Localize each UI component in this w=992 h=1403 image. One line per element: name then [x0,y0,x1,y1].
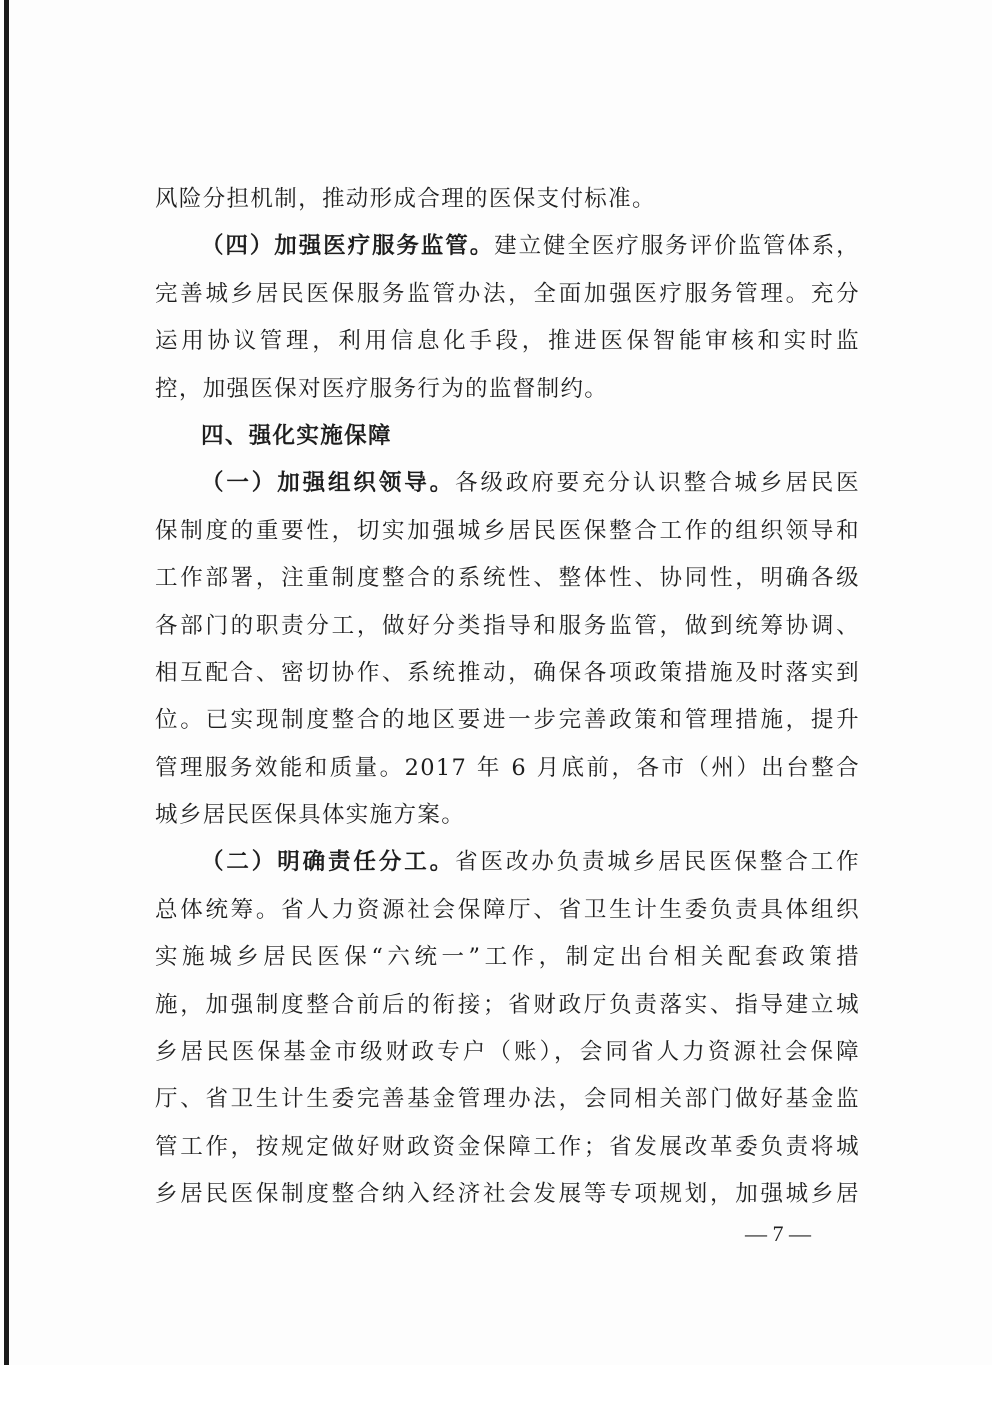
paragraph-line [155,223,860,270]
section-heading-line [155,413,860,460]
paragraph-line [155,745,860,792]
section-heading: 四、强化实施保障 [201,422,392,449]
line-text: 施，加强制度整合前后的衔接；省财政厅负责落实、指导建立城 [155,991,860,1018]
scan-left-edge [4,0,9,1380]
line-text: 完善城乡居民医保服务监管办法，全面加强医疗服务管理。充分 [155,280,860,307]
paragraph-line [155,460,860,507]
body-text [155,176,860,1219]
paragraph-line [155,555,860,602]
paragraph-line [155,603,860,650]
paragraph-line [155,839,860,886]
line-text: 省医改办负责城乡居民医保整合工作 [455,849,860,876]
paragraph-line [155,887,860,934]
line-text: 乡居民医保制度整合纳入经济社会发展等专项规划，加强城乡居 [155,1181,860,1208]
line-text: 建立健全医疗服务评价监管体系， [494,233,860,260]
line-text: 乡居民医保基金市级财政专户（账），会同省人力资源社会保障 [155,1039,860,1066]
line-text: 工作部署，注重制度整合的系统性、整体性、协同性，明确各级 [155,565,860,592]
line-text: 各级政府要充分认识整合城乡居民医 [455,470,860,497]
paragraph-line [155,792,860,839]
paragraph-line [155,176,860,223]
line-text: 各部门的职责分工，做好分类指导和服务监管，做到统筹协调、 [155,612,860,639]
line-text: 城乡居民医保具体实施方案。 [155,802,466,829]
line-text: 相互配合、密切协作、系统推动，确保各项政策措施及时落实到 [155,659,860,686]
paragraph-line [155,650,860,697]
paragraph-line [155,1171,860,1218]
line-text: 实施城乡居民医保“六统一”工作，制定出台相关配套政策措 [155,944,860,971]
line-text: 风险分担机制，推动形成合理的医保支付标准。 [155,186,656,212]
line-text: 厅、省卫生计生委完善基金管理办法，会同相关部门做好基金监 [155,1086,860,1113]
scan-bottom-margin [0,1365,992,1403]
line-text: 管理服务效能和质量。2017 年 6 月底前，各市（州）出台整合 [155,754,860,781]
line-text: 位。已实现制度整合的地区要进一步完善政策和管理措施，提升 [155,707,860,734]
section-lead: （二）明确责任分工。 [201,849,456,876]
line-text: 控，加强医保对医疗服务行为的监督制约。 [155,375,609,402]
line-text: 运用协议管理，利用信息化手段，推进医保智能审核和实时监 [155,328,860,355]
line-text: 保制度的重要性，切实加强城乡居民医保整合工作的组织领导和 [155,517,860,544]
paragraph-line [155,318,860,365]
paragraph-line [155,1076,860,1123]
section-lead: （一）加强组织领导。 [201,470,456,497]
paragraph-line [155,934,860,981]
paragraph-line [155,366,860,413]
page-number: — 7 — [745,1221,811,1246]
section-lead: （四）加强医疗服务监管。 [201,233,495,260]
line-text: 总体统筹。省人力资源社会保障厅、省卫生计生委负责具体组织 [155,896,860,923]
paragraph-line [155,271,860,318]
line-text: 管工作，按规定做好财政资金保障工作；省发展改革委负责将城 [155,1133,860,1160]
paragraph-line [155,1029,860,1076]
paragraph-line [155,982,860,1029]
paragraph-line [155,1124,860,1171]
paragraph-line [155,508,860,555]
paragraph-line [155,697,860,744]
